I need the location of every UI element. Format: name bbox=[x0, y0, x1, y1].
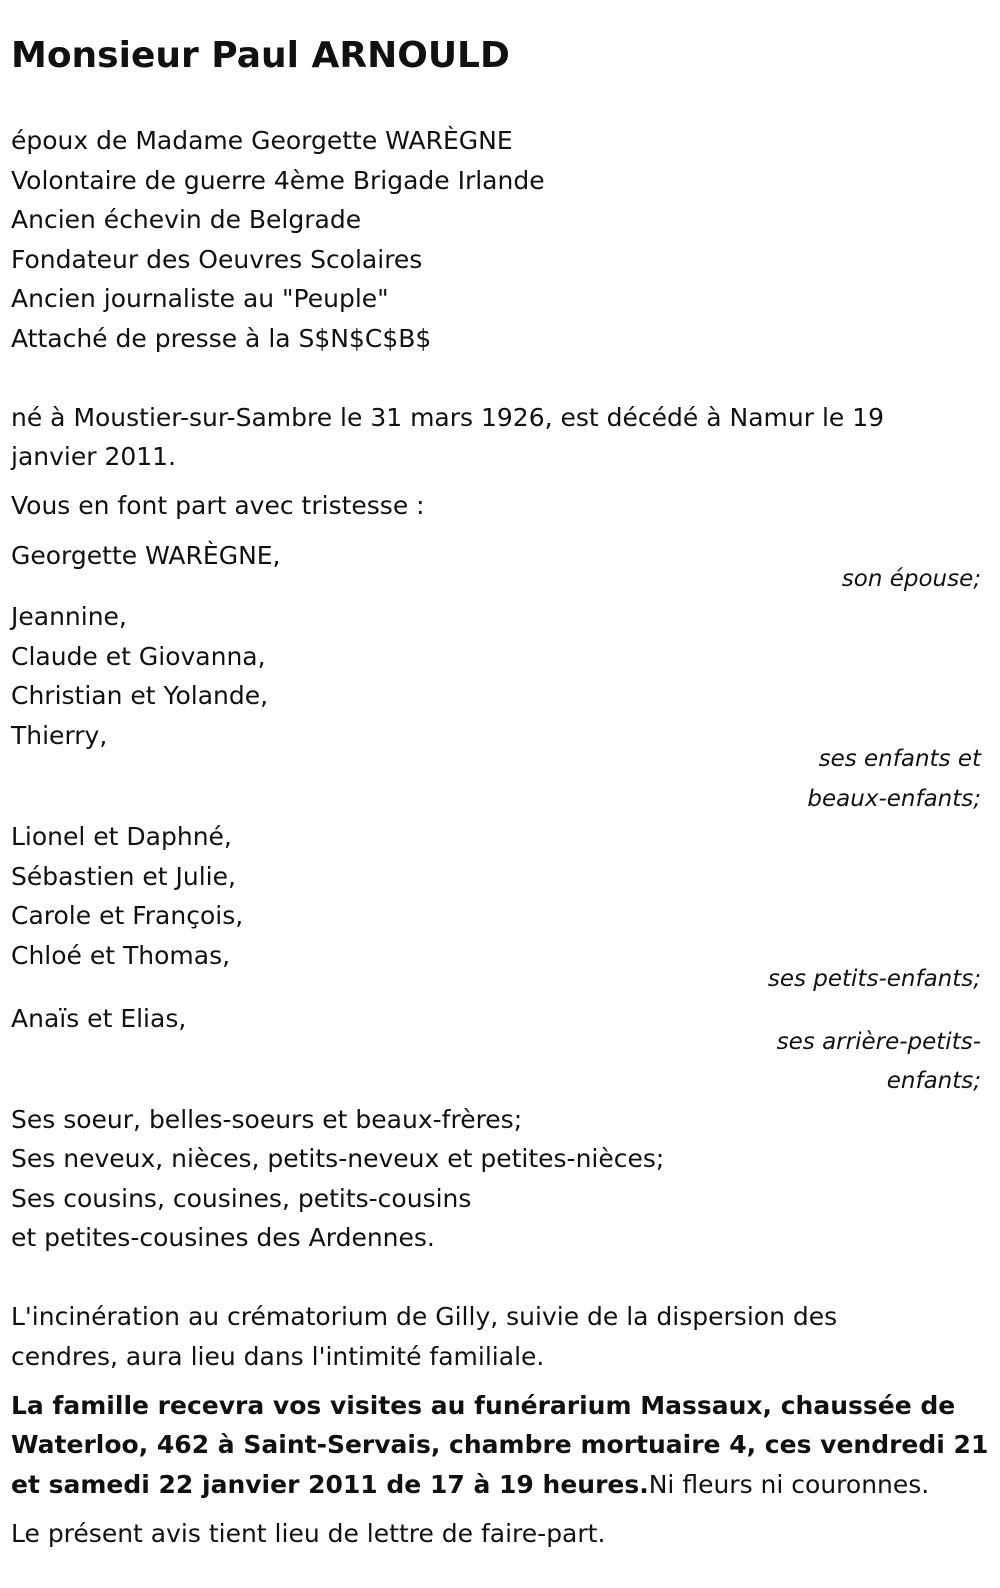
birth-death-line-2: janvier 2011. bbox=[11, 442, 177, 471]
title-item-spouse: époux de Madame Georgette WARÈGNE bbox=[11, 126, 513, 155]
others-line: et petites-cousines des Ardennes. bbox=[11, 1223, 435, 1252]
title-item-volunteer: Volontaire de guerre 4ème Brigade Irlande bbox=[11, 166, 545, 195]
closing-note: Le présent avis tient lieu de lettre de faire-part. bbox=[11, 1519, 606, 1548]
great-grandchild-name: Anaïs et Elias, bbox=[11, 1004, 187, 1033]
grandchild-name: Sébastien et Julie, bbox=[11, 862, 236, 891]
child-name: Claude et Giovanna, bbox=[11, 642, 266, 671]
no-flowers-note: Ni fleurs ni couronnes. bbox=[648, 1470, 930, 1499]
title-item-journalist: Ancien journaliste au "Peuple" bbox=[11, 284, 389, 313]
cremation-line-1: L'incinération au crématorium de Gilly, suivie de la dispersion des bbox=[11, 1302, 838, 1331]
children-relation-line-2: beaux-enfants; bbox=[807, 786, 981, 812]
great-grandchildren-relation-line-1: ses arrière-petits- bbox=[776, 1029, 981, 1055]
child-name: Thierry, bbox=[11, 721, 108, 750]
cremation-line-2: cendres, aura lieu dans l'intimité familiale. bbox=[11, 1342, 545, 1371]
grandchild-name: Lionel et Daphné, bbox=[11, 822, 232, 851]
visits-line-3 bbox=[11, 1465, 929, 1505]
visits-line-2: Waterloo, 462 à Saint-Servais, chambre mortuaire 4, ces vendredi 21 bbox=[11, 1430, 989, 1459]
grandchildren-relation: ses petits-enfants; bbox=[767, 966, 981, 992]
title-item-alderman: Ancien échevin de Belgrade bbox=[11, 205, 362, 234]
grandchild-name: Carole et François, bbox=[11, 901, 244, 930]
page-title: Monsieur Paul ARNOULD bbox=[11, 35, 510, 76]
children-relation-line-1: ses enfants et bbox=[818, 746, 981, 772]
birth-death-line-1: né à Moustier-sur-Sambre le 31 mars 1926, est décédé à Namur le 19 bbox=[11, 403, 885, 432]
others-line: Ses soeur, belles-soeurs et beaux-frères; bbox=[11, 1105, 523, 1134]
title-item-press-attache: Attaché de presse à la S$N$C$B$ bbox=[11, 324, 432, 353]
spouse-relation: son épouse; bbox=[841, 566, 981, 592]
visits-schedule: et samedi 22 janvier 2011 de 17 à 19 heures. bbox=[11, 1470, 649, 1499]
title-item-founder: Fondateur des Oeuvres Scolaires bbox=[11, 245, 423, 274]
others-line: Ses neveux, nièces, petits-neveux et petites-nièces; bbox=[11, 1144, 665, 1173]
great-grandchildren-relation-line-2: enfants; bbox=[886, 1068, 981, 1094]
others-line: Ses cousins, cousines, petits-cousins bbox=[11, 1184, 472, 1213]
spouse-name: Georgette WARÈGNE, bbox=[11, 541, 281, 570]
child-name: Christian et Yolande, bbox=[11, 681, 269, 710]
child-name: Jeannine, bbox=[11, 602, 127, 631]
grandchild-name: Chloé et Thomas, bbox=[11, 941, 231, 970]
visits-line-1: La famille recevra vos visites au funérarium Massaux, chaussée de bbox=[11, 1391, 956, 1420]
intro-text: Vous en font part avec tristesse : bbox=[11, 491, 425, 520]
